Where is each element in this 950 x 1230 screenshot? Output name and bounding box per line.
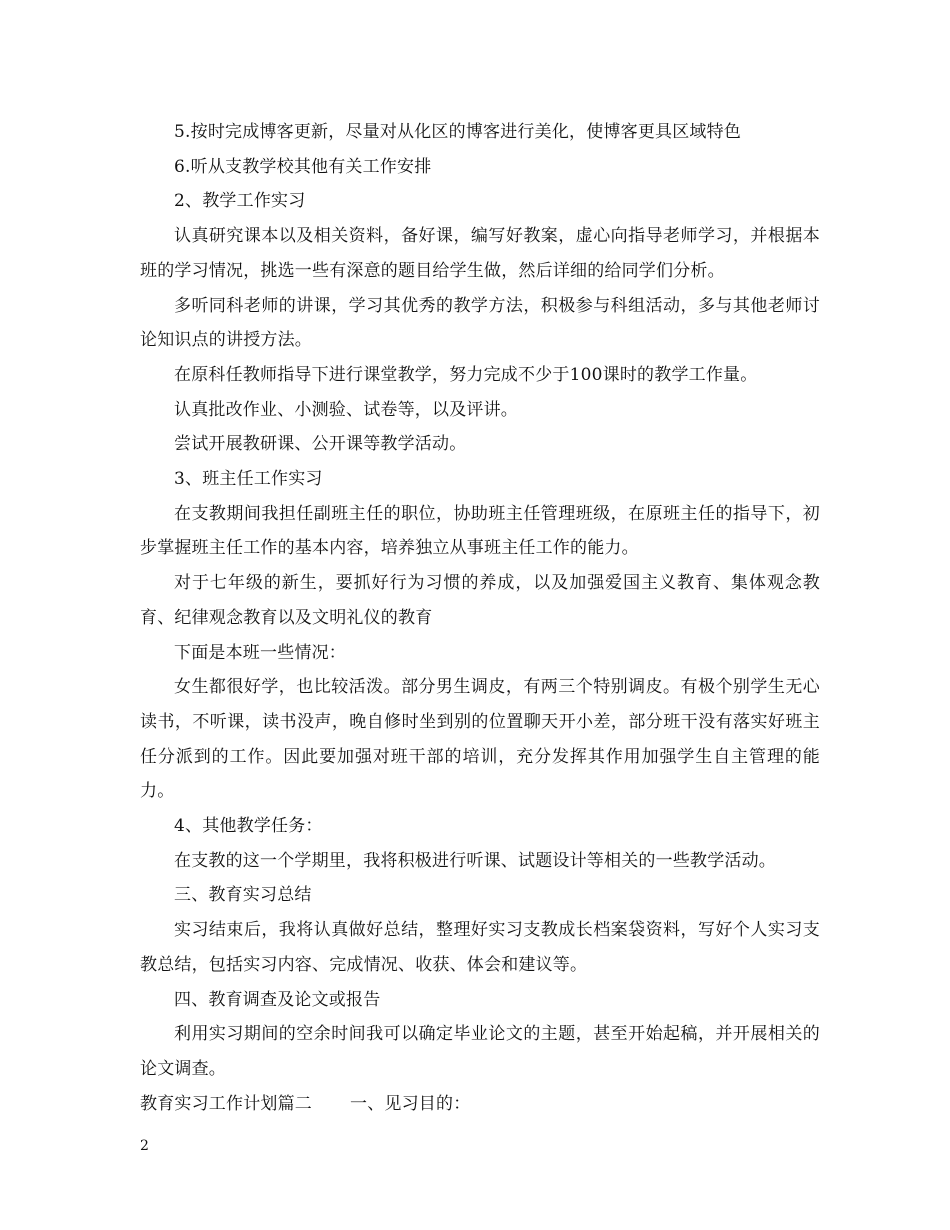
paragraph-class-situation-intro: 下面是本班一些情况： (174, 642, 346, 663)
section-heading-summary: 三、教育实习总结 (174, 885, 312, 906)
paragraph-prepare-lessons: 认真研究课本以及相关资料，备好课，编写好教案，虚心向指导老师学习，并根据本班的学习情况，挑选一些有深意的题目给学生做，然后详细的给同学们分析。 (140, 226, 820, 281)
section-heading-head-teacher: 3、班主任工作实习 (174, 469, 323, 490)
section-heading-research: 四、教育调查及论文或报告 (174, 989, 381, 1010)
next-plan-line (140, 1087, 820, 1122)
paragraph-summary: 实习结束后，我将认真做好总结，整理好实习支教成长档案袋资料，写好个人实习支教总结，包括实习内容、完成情况、收获、体会和建议等。 (140, 920, 820, 975)
paragraph-attend-lectures: 多听同科老师的讲课，学习其优秀的教学方法，积极参与科组活动，多与其他老师讨论知识点的讲授方法。 (140, 295, 820, 351)
paragraph-assistant-head-teacher: 在支教期间我担任副班主任的职位，协助班主任管理班级，在原班主任的指导下，初步掌握班主任工作的基本内容，培养独立从事班主任工作的能力。 (140, 503, 820, 559)
paragraph-open-lessons: 尝试开展教研课、公开课等教学活动。 (174, 434, 467, 455)
next-plan-title: 教育实习工作计划篇二 (140, 1093, 312, 1114)
paragraph-other-activities: 在支教的这一个学期里，我将积极进行听课、试题设计等相关的一些教学活动。 (174, 850, 776, 871)
paragraph-item-6: 6.听从支教学校其他有关工作安排 (174, 156, 432, 177)
paragraph-class-situation: 女生都很好学，也比较活泼。部分男生调皮，有两三个特别调皮。有极个别学生无心读书，不听课，读书没声，晚自修时坐到别的位置聊天开小差，部分班干没有落实好班主任分派到的工作。因此要加强对班干部的培训，充分发挥其作用加强学生自主管理的能力。 (140, 677, 820, 802)
paragraph-grading: 认真批改作业、小测验、试卷等，以及评讲。 (174, 399, 518, 420)
document-body (140, 115, 820, 1121)
section-heading-other-tasks: 4、其他教学任务： (174, 816, 323, 837)
paragraph-item-5: 5.按时完成博客更新，尽量对从化区的博客进行美化，使博客更具区域特色 (174, 122, 742, 142)
page-number: 2 (140, 1138, 149, 1154)
section-heading-teaching: 2、教学工作实习 (174, 191, 306, 212)
paragraph-grade-seven: 对于七年级的新生，要抓好行为习惯的养成，以及加强爱国主义教育、集体观念教育、纪律观念教育以及文明礼仪的教育 (140, 573, 820, 628)
paragraph-thesis: 利用实习期间的空余时间我可以确定毕业论文的主题，甚至开始起稿，并开展相关的论文调查。 (140, 1024, 820, 1079)
paragraph-classroom-teaching: 在原科任教师指导下进行课堂教学，努力完成不少于100课时的教学工作量。 (174, 364, 758, 385)
next-plan-section: 一、见习目的： (350, 1093, 471, 1114)
